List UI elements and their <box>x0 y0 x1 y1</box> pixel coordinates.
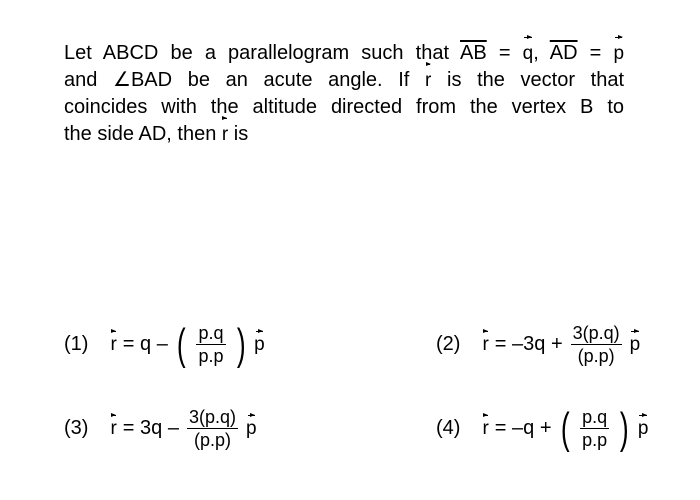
option-3[interactable] <box>64 406 257 451</box>
question-line-2 <box>64 67 624 94</box>
question-line-2-mid: BAD be an acute angle. If <box>130 69 410 91</box>
option-2-mid: = –3q + <box>494 333 563 355</box>
option-3-tail: p <box>245 417 257 439</box>
option-1-lhs: r <box>110 333 117 355</box>
option-1-number: (1) <box>64 333 89 355</box>
option-1-denominator: p.p <box>198 346 224 366</box>
option-2-fraction <box>571 322 622 367</box>
option-4-numerator: p.q <box>582 407 608 427</box>
option-3-fraction <box>187 406 238 451</box>
segment-ab: $\overline{AB}$ <box>460 42 487 64</box>
option-1-numerator: p.q <box>198 323 224 343</box>
question-line-4 <box>64 121 624 148</box>
vector-p: p <box>613 40 624 67</box>
option-4-mid: = –q + <box>494 417 552 439</box>
option-3-mid: = 3q – <box>122 417 179 439</box>
question-line-1: Let ABCD be a parallelogram such that $\overline{AB} = q$, $\overline{AD} = p$ <box>64 40 624 67</box>
option-1-mid: = q – <box>122 333 168 355</box>
option-4-lhs: r <box>482 417 489 439</box>
option-4[interactable] <box>436 403 649 453</box>
option-2-numerator: 3(p.q) <box>572 323 620 343</box>
question-line-2-end: is the vector that <box>447 69 625 91</box>
option-1-tail: p <box>254 333 265 355</box>
option-4-number: (4) <box>436 417 461 439</box>
option-3-denominator: (p.p) <box>193 430 231 450</box>
option-1[interactable] <box>64 319 265 369</box>
option-4-denominator: p.p <box>582 430 608 450</box>
option-2-denominator: (p.p) <box>577 346 615 366</box>
question-line-4-end: is <box>233 123 249 145</box>
option-3-number: (3) <box>64 417 89 439</box>
option-2-lhs: r <box>482 333 489 355</box>
option-4-fraction <box>580 406 609 451</box>
left-paren-icon: ( <box>560 403 570 453</box>
option-3-numerator: 3(p.q) <box>188 407 236 427</box>
segment-ad: $\overline{AD}$ <box>549 42 578 64</box>
option-4-tail: p <box>637 417 649 439</box>
angle-icon: ∠ <box>113 69 131 91</box>
option-2[interactable] <box>436 322 640 367</box>
vector-r: r <box>425 67 431 94</box>
option-3-lhs: r <box>110 417 117 439</box>
question-text <box>64 40 624 148</box>
option-1-fraction <box>196 322 225 367</box>
vector-r: r <box>222 121 228 148</box>
question-line-2-start: and <box>64 69 98 91</box>
right-paren-icon: ) <box>236 319 246 369</box>
option-2-number: (2) <box>436 333 461 355</box>
question-line-4-start: the side AD, then <box>64 123 217 145</box>
question-line-1-text: Let ABCD be a parallelogram such that <box>64 42 450 64</box>
left-paren-icon: ( <box>176 319 186 369</box>
question-line-3: coincides with the altitude directed from the vertex B to <box>64 96 624 118</box>
right-paren-icon: ) <box>620 403 629 453</box>
vector-q: q <box>523 40 534 67</box>
option-2-tail: p <box>629 333 641 355</box>
